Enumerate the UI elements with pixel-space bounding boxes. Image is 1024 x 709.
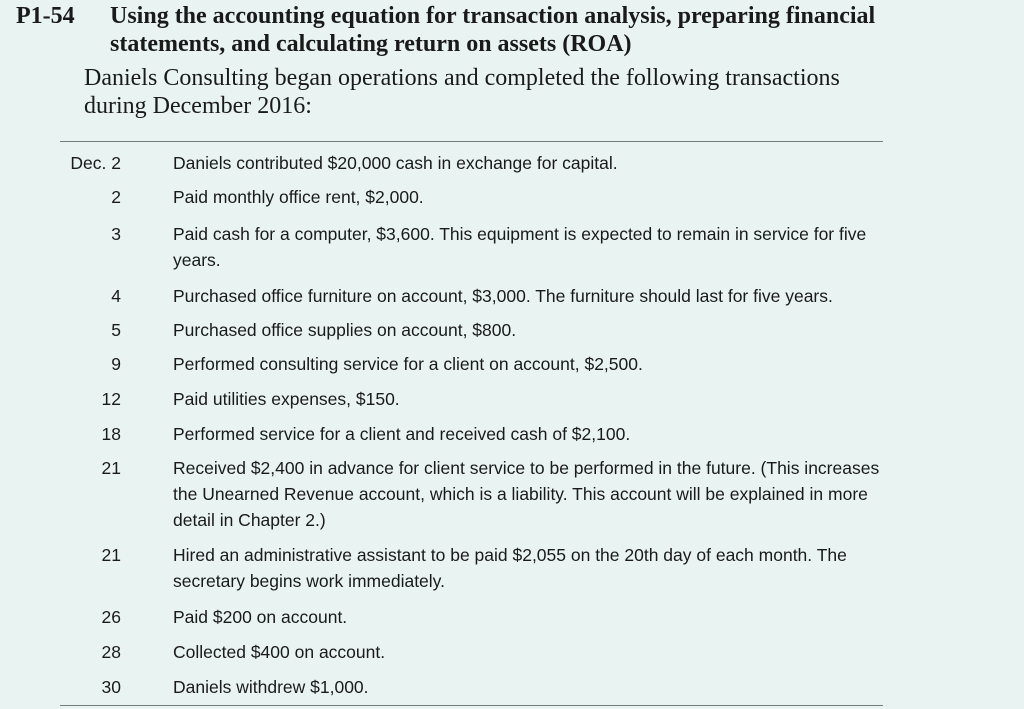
- transaction-date: 28: [101, 642, 121, 662]
- transaction-date: 2: [111, 187, 121, 207]
- transaction-date: Dec. 2: [70, 153, 121, 173]
- transaction-description: Performed consulting service for a client on account, $2,500.: [173, 354, 643, 374]
- transaction-description: Received $2,400 in advance for client service to be performed in the future. (This increases the Unearned Revenue account, which is a liability. This account will be explained in more detail in Chapter 2.): [173, 458, 880, 530]
- top-divider: [60, 141, 883, 142]
- problem-intro: Daniels Consulting began operations and completed the following transactions during December 2016:: [84, 65, 840, 119]
- transaction-description: Hired an administrative assistant to be paid $2,055 on the 20th day of each month. The secretary begins work immediately.: [173, 545, 847, 591]
- transaction-description: Purchased office supplies on account, $800.: [173, 320, 517, 340]
- bottom-divider: [60, 705, 883, 706]
- transaction-description: Daniels contributed $20,000 cash in exchange for capital.: [173, 153, 618, 173]
- transaction-date: 26: [101, 607, 121, 627]
- transaction-date: 30: [101, 677, 121, 697]
- transaction-date: 18: [101, 424, 121, 444]
- problem-title: Using the accounting equation for transaction analysis, preparing financial statements, and calculating return on assets (ROA): [110, 3, 876, 57]
- problem-number: P1-54: [16, 3, 75, 29]
- transaction-date: 5: [111, 320, 121, 340]
- transaction-description: Daniels withdrew $1,000.: [173, 677, 369, 697]
- transaction-date: 21: [101, 458, 121, 478]
- transaction-description: Collected $400 on account.: [173, 642, 386, 662]
- transaction-description: Paid cash for a computer, $3,600. This equipment is expected to remain in service for five years.: [173, 224, 867, 270]
- transaction-date: 4: [111, 286, 121, 306]
- transaction-description: Paid monthly office rent, $2,000.: [173, 187, 424, 207]
- transaction-description: Paid $200 on account.: [173, 607, 348, 627]
- transaction-date: 3: [111, 224, 121, 244]
- transaction-description: Purchased office furniture on account, $3,000. The furniture should last for five years.: [173, 286, 833, 306]
- transaction-description: Performed service for a client and received cash of $2,100.: [173, 424, 631, 444]
- transaction-description: Paid utilities expenses, $150.: [173, 389, 400, 409]
- transaction-date: 12: [101, 389, 121, 409]
- transaction-date: 21: [101, 545, 121, 565]
- transaction-date: 9: [111, 354, 121, 374]
